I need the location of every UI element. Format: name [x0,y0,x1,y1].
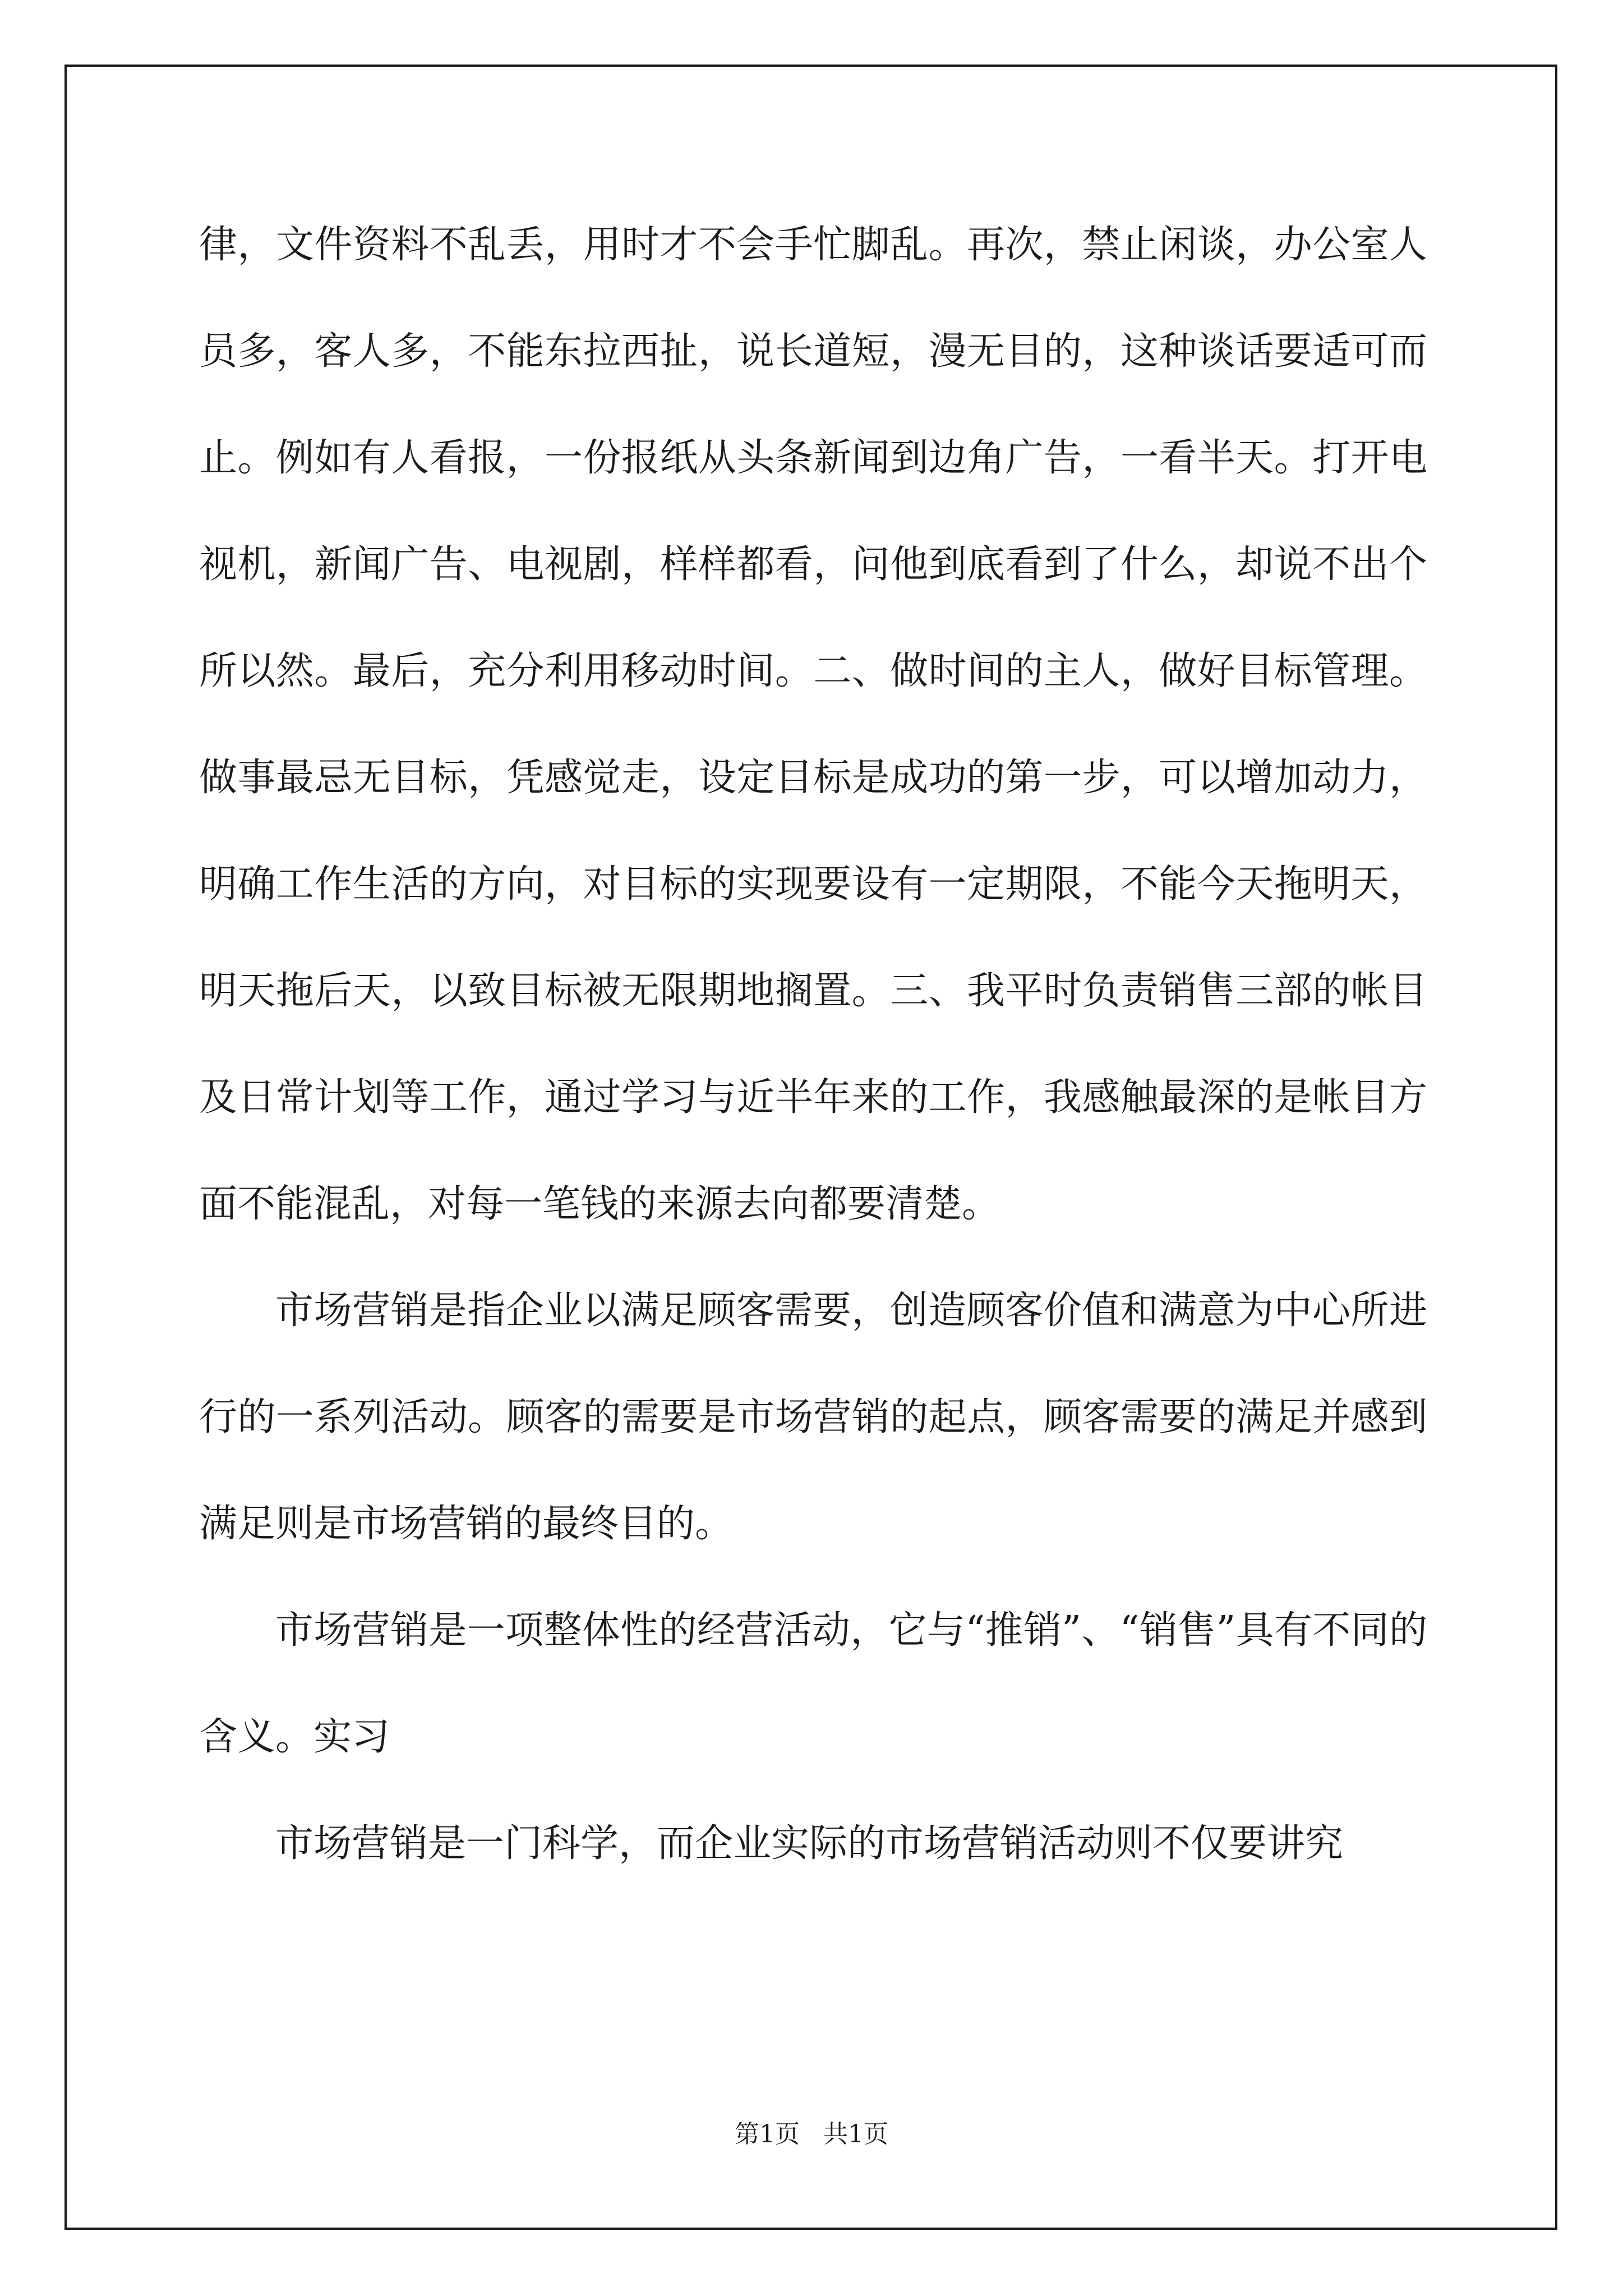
paragraph: 市场营销是一门科学，而企业实际的市场营销活动则不仅要讲究 [275,1821,1344,1866]
page-footer: 第1页 共1页 [735,2120,888,2148]
document-body [199,192,1427,1897]
paragraph: 市场营销是一项整体性的经营活动，它与“推销”、“销售”具有不同的含义。实习 [199,1608,1427,1759]
paragraph: 律，文件资料不乱丢，用时才不会手忙脚乱。再次，禁止闲谈，办公室人员多，客人多，不能东拉西扯，说长道短，漫无目的，这种谈话要适可而止。例如有人看报，一份报纸从头条新闻到边角广告，一看半天。打开电视机，新闻广告、电视剧，样样都看，问他到底看到了什么，却说不出个所以然。最后，充分利用移动时间。二、做时间的主人，做好目标管理。做事最忌无目标，凭感觉走，设定目标是成功的第一步，可以增加动力，明确工作生活的方向，对目标的实现要设有一定期限，不能今天拖明天，明天拖后天，以致目标被无限期地搁置。三、我平时负责销售三部的帐目及日常计划等工作，通过学习与近半年来的工作，我感触最深的是帐目方面不能混乱，对每一笔钱的来源去向都要清楚。 [199,223,1427,1226]
paragraph: 市场营销是指企业以满足顾客需要，创造顾客价值和满意为中心所进行的一系列活动。顾客的需要是市场营销的起点，顾客需要的满足并感到满足则是市场营销的最终目的。 [199,1289,1427,1546]
